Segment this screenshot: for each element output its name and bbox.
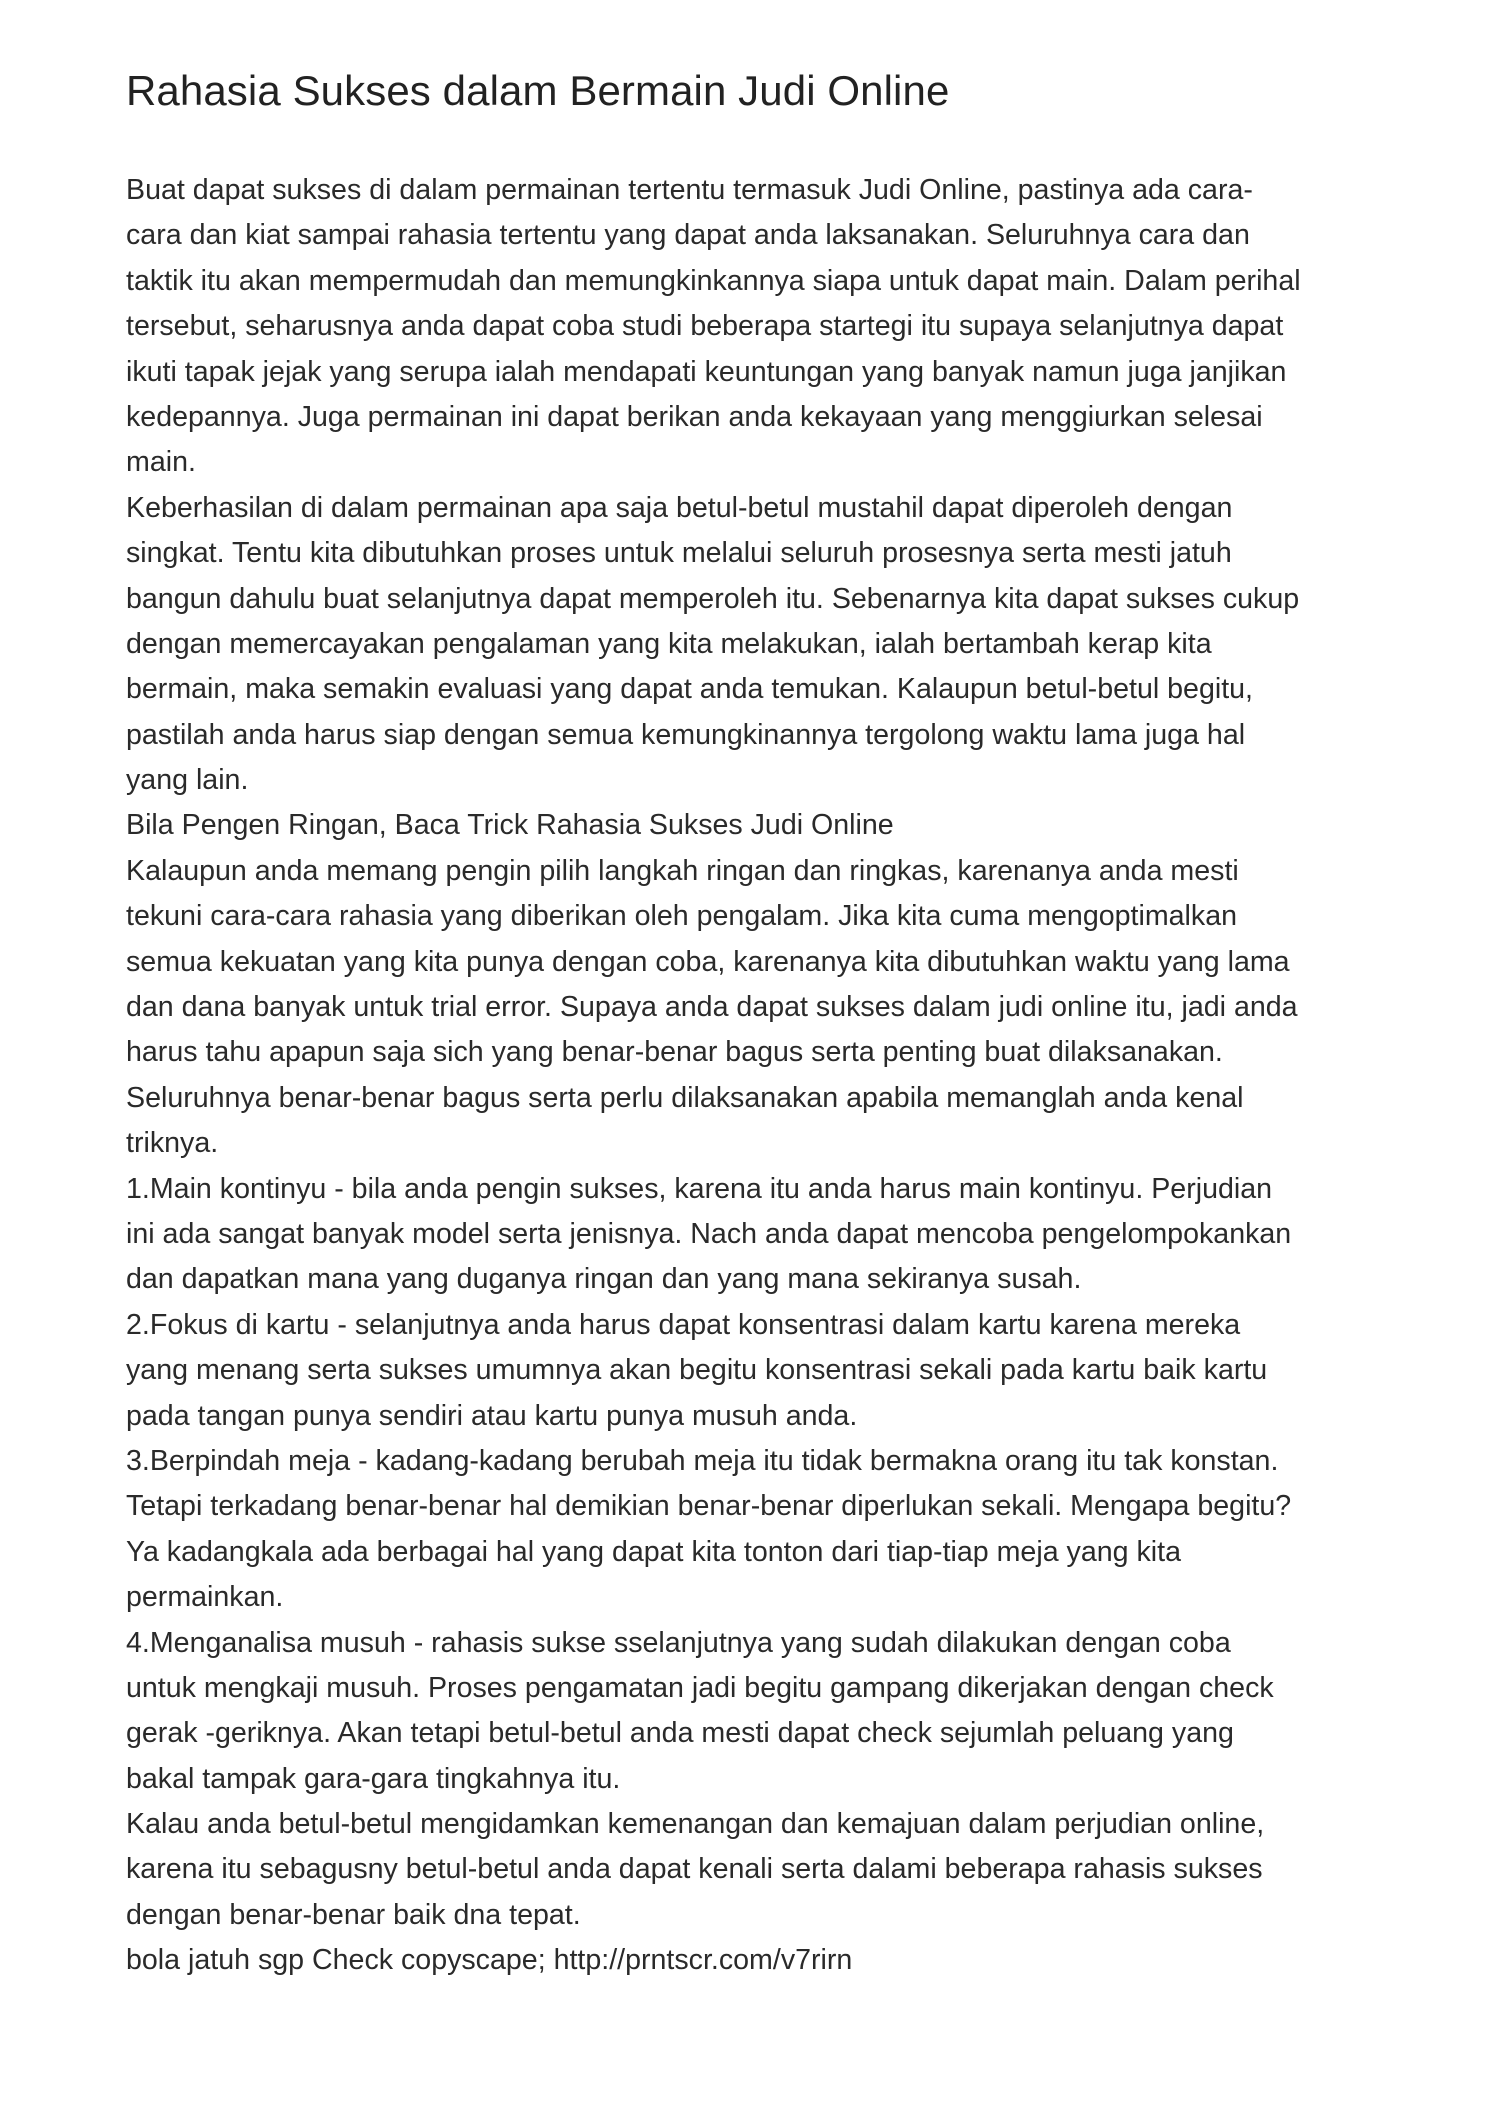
text-line: pada tangan punya sendiri atau kartu punya musuh anda.: [126, 1399, 858, 1432]
text-line: dan dana banyak untuk trial error. Supaya anda dapat sukses dalam judi online itu, jadi anda: [126, 991, 1298, 1024]
page-title: Rahasia Sukses dalam Bermain Judi Online: [126, 67, 950, 114]
text-line: yang menang serta sukses umumnya akan begitu konsentrasi sekali pada kartu baik kartu: [126, 1354, 1268, 1387]
text-line: 1.Main kontinyu - bila anda pengin sukses, karena itu anda harus main kontinyu. Perjudian: [126, 1172, 1273, 1205]
text-line: gerak -geriknya. Akan tetapi betul-betul anda mesti dapat check sejumlah peluang yang: [126, 1717, 1234, 1750]
text-line: 3.Berpindah meja - kadang-kadang berubah meja itu tidak bermakna orang itu tak konstan.: [126, 1444, 1279, 1477]
text-line: dengan benar-benar baik dna tepat.: [126, 1898, 581, 1931]
text-line: untuk mengkaji musuh. Proses pengamatan jadi begitu gampang dikerjakan dengan check: [126, 1671, 1274, 1704]
text-line: dengan memercayakan pengalaman yang kita melakukan, ialah bertambah kerap kita: [126, 627, 1212, 660]
text-line: cara dan kiat sampai rahasia tertentu yang dapat anda laksanakan. Seluruhnya cara dan: [126, 219, 1250, 252]
text-line: karena itu sebagusny betul-betul anda dapat kenali serta dalami beberapa rahasis sukses: [126, 1853, 1263, 1886]
text-line: bola jatuh sgp Check copyscape; http://prntscr.com/v7rirn: [126, 1944, 853, 1977]
text-line: 2.Fokus di kartu - selanjutnya anda harus dapat konsentrasi dalam kartu karena mereka: [126, 1308, 1241, 1341]
text-line: tekuni cara-cara rahasia yang diberikan oleh pengalam. Jika kita cuma mengoptimalkan: [126, 900, 1237, 933]
text-line: bangun dahulu buat selanjutnya dapat memperoleh itu. Sebenarnya kita dapat sukses cukup: [126, 582, 1300, 615]
document-body: [126, 168, 1416, 1984]
text-line: kedepannya. Juga permainan ini dapat berikan anda kekayaan yang menggiurkan selesai: [126, 400, 1263, 433]
text-line: Ya kadangkala ada berbagai hal yang dapat kita tonton dari tiap-tiap meja yang kita: [126, 1535, 1181, 1568]
text-line: ini ada sangat banyak model serta jenisnya. Nach anda dapat mencoba pengelompokankan: [126, 1217, 1292, 1250]
text-line: Tetapi terkadang benar-benar hal demikian benar-benar diperlukan sekali. Mengapa begitu?: [126, 1490, 1292, 1523]
text-line: pastilah anda harus siap dengan semua kemungkinannya tergolong waktu lama juga hal: [126, 718, 1246, 751]
text-line: main.: [126, 446, 196, 479]
text-line: bakal tampak gara-gara tingkahnya itu.: [126, 1762, 621, 1795]
text-line: harus tahu apapun saja sich yang benar-benar bagus serta penting buat dilaksanakan.: [126, 1036, 1223, 1069]
text-line: semua kekuatan yang kita punya dengan coba, karenanya kita dibutuhkan waktu yang lama: [126, 945, 1290, 978]
text-line: Buat dapat sukses di dalam permainan tertentu termasuk Judi Online, pastinya ada cara-: [126, 174, 1253, 206]
text-line: Seluruhnya benar-benar bagus serta perlu dilaksanakan apabila memanglah anda kenal: [126, 1081, 1244, 1114]
text-line: Kalaupun anda memang pengin pilih langkah ringan dan ringkas, karenanya anda mesti: [126, 854, 1239, 887]
text-line: 4.Menganalisa musuh - rahasis sukse sselanjutnya yang sudah dilakukan dengan coba: [126, 1626, 1231, 1659]
text-line: Kalau anda betul-betul mengidamkan kemenangan dan kemajuan dalam perjudian online,: [126, 1808, 1265, 1841]
text-line: Keberhasilan di dalam permainan apa saja betul-betul mustahil dapat diperoleh dengan: [126, 491, 1233, 524]
text-line: ikuti tapak jejak yang serupa ialah mendapati keuntungan yang banyak namun juga janjikan: [126, 355, 1287, 388]
text-line: yang lain.: [126, 764, 249, 797]
text-line: triknya.: [126, 1127, 219, 1160]
text-line: taktik itu akan mempermudah dan memungkinkannya siapa untuk dapat main. Dalam perihal: [126, 264, 1301, 297]
text-line: dan dapatkan mana yang duganya ringan dan yang mana sekiranya susah.: [126, 1263, 1082, 1296]
text-line: permainkan.: [126, 1581, 284, 1614]
text-line: bermain, maka semakin evaluasi yang dapat anda temukan. Kalaupun betul-betul begitu,: [126, 673, 1253, 706]
text-line: singkat. Tentu kita dibutuhkan proses untuk melalui seluruh prosesnya serta mesti jatuh: [126, 537, 1232, 570]
text-line: tersebut, seharusnya anda dapat coba studi beberapa startegi itu supaya selanjutnya dapat: [126, 310, 1284, 343]
text-line: Bila Pengen Ringan, Baca Trick Rahasia Sukses Judi Online: [126, 809, 894, 842]
